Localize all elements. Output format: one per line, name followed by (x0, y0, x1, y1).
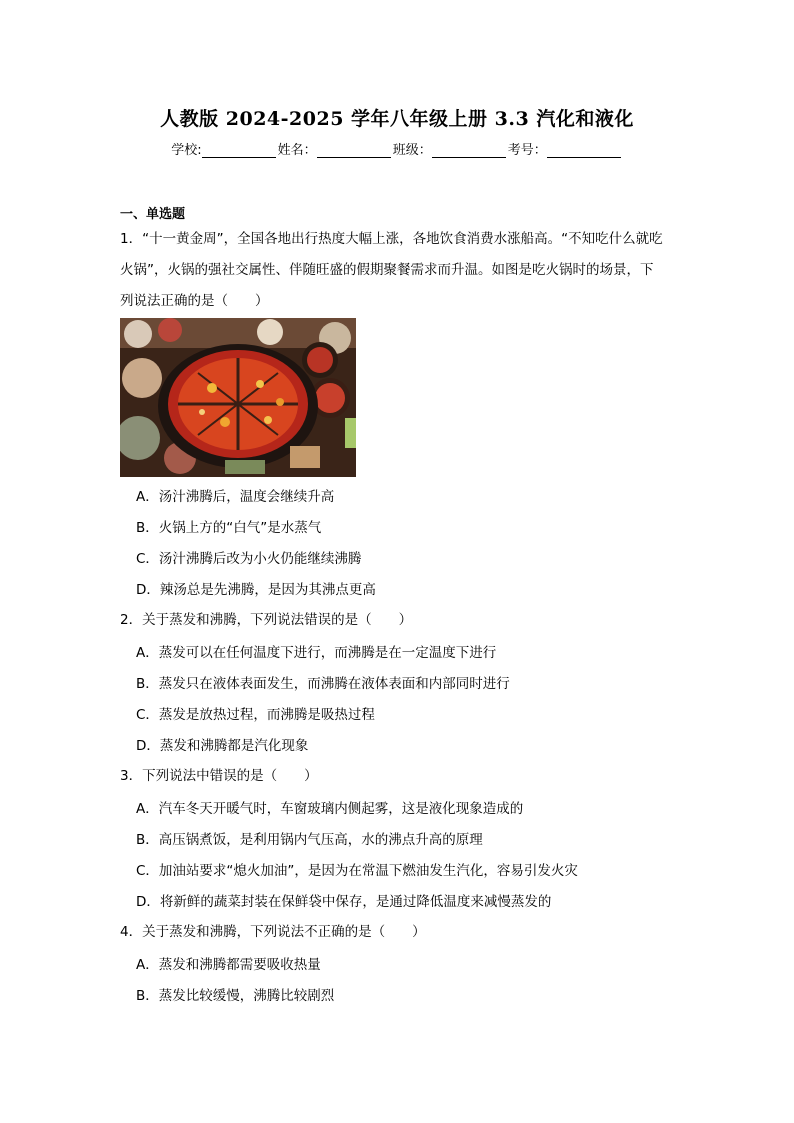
name-field[interactable] (278, 139, 393, 158)
option[interactable]: D．将新鲜的蔬菜封装在保鲜袋中保存，是通过降低温度来减慢蒸发的 (136, 894, 552, 910)
option[interactable]: B．火锅上方的“白气”是水蒸气 (136, 520, 322, 536)
option[interactable]: D．蒸发和沸腾都是汽化现象 (136, 738, 309, 754)
hotpot-photo (120, 318, 356, 477)
question-3-stem (120, 761, 680, 792)
option[interactable]: A．汤汁沸腾后，温度会继续升高 (136, 489, 335, 505)
question-4-stem (120, 917, 680, 948)
class-field[interactable] (393, 139, 508, 158)
stem-line: 火锅”，火锅的强社交属性、伴随旺盛的假期聚餐需求而升温。如图是吃火锅时的场景，下 (120, 262, 654, 278)
student-info-row (0, 139, 794, 158)
name-label: 姓名： (277, 143, 317, 158)
option[interactable]: B．高压锅煮饭，是利用锅内气压高，水的沸点升高的原理 (136, 832, 483, 848)
option[interactable]: A．蒸发和沸腾都需要吸收热量 (136, 957, 321, 973)
hotpot-photo-icon (120, 318, 356, 477)
exam-number-label: 考号： (507, 143, 547, 158)
section-heading: 一、单选题 (120, 207, 186, 222)
option[interactable]: C．加油站要求“熄火加油”，是因为在常温下燃油发生汽化，容易引发火灾 (136, 863, 578, 879)
school-field[interactable] (171, 139, 277, 158)
name-blank[interactable] (317, 143, 391, 158)
stem-line: 4．关于蒸发和沸腾，下列说法不正确的是（ ） (120, 924, 426, 940)
class-blank[interactable] (432, 143, 506, 158)
school-blank[interactable] (202, 143, 276, 158)
option[interactable]: C．汤汁沸腾后改为小火仍能继续沸腾 (136, 551, 362, 567)
stem-line: 2．关于蒸发和沸腾，下列说法错误的是（ ） (120, 612, 413, 628)
stem-line: 1．“十一黄金周”，全国各地出行热度大幅上涨，各地饮食消费水涨船高。“不知吃什么就吃 (120, 231, 663, 247)
page-title: 人教版 2024-2025 学年八年级上册 3.3 汽化和液化 (160, 108, 634, 130)
option[interactable]: B．蒸发只在液体表面发生，而沸腾在液体表面和内部同时进行 (136, 676, 510, 692)
question-1-stem (120, 224, 680, 317)
class-label: 班级： (392, 143, 432, 158)
stem-line: 列说法正确的是（ ） (120, 293, 269, 309)
option[interactable]: D．辣汤总是先沸腾，是因为其沸点更高 (136, 582, 376, 598)
option[interactable]: B．蒸发比较缓慢，沸腾比较剧烈 (136, 988, 335, 1004)
exam-number-blank[interactable] (547, 143, 621, 158)
stem-line: 3．下列说法中错误的是（ ） (120, 768, 318, 784)
school-label: 学校: (171, 143, 202, 158)
option[interactable]: A．蒸发可以在任何温度下进行，而沸腾是在一定温度下进行 (136, 645, 497, 661)
option[interactable]: C．蒸发是放热过程，而沸腾是吸热过程 (136, 707, 375, 723)
option[interactable]: A．汽车冬天开暖气时，车窗玻璃内侧起雾，这是液化现象造成的 (136, 801, 524, 817)
exam-number-field[interactable] (508, 139, 623, 158)
question-2-stem (120, 605, 680, 636)
